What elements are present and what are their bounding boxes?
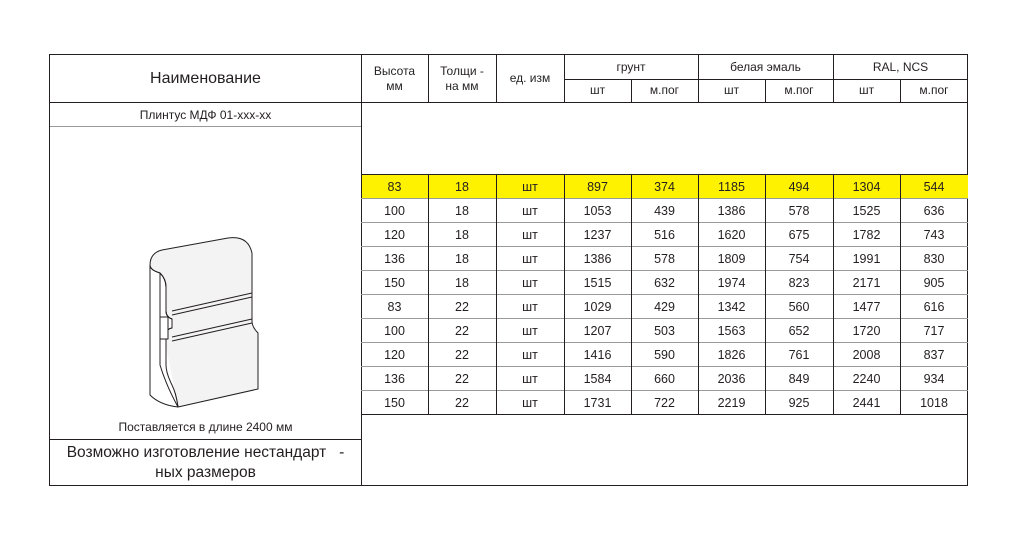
- length-note: Поставляется в длине 2400 мм: [118, 419, 293, 434]
- sub-enamel-m: м.пог: [784, 83, 814, 97]
- cell-ral-m: 1018: [920, 395, 948, 410]
- cell-primer-pcs: 1029: [583, 299, 612, 314]
- cell-enamel-m: 652: [788, 323, 810, 338]
- header-name: Наименование: [150, 69, 261, 87]
- cell-thickness: 22: [455, 371, 469, 386]
- cell-thickness: 18: [455, 179, 469, 194]
- header-thickness-line2: на мм: [445, 78, 479, 93]
- cell-enamel-m: 925: [788, 395, 810, 410]
- custom-sizes-line1: Возможно изготовление нестандарт -: [66, 444, 345, 461]
- cell-enamel-pcs: 1342: [717, 299, 746, 314]
- cell-unit: шт: [522, 227, 538, 242]
- cell-ral-pcs: 1304: [852, 179, 881, 194]
- cell-primer-m: 660: [654, 371, 675, 386]
- cell-enamel-m: 849: [788, 371, 810, 386]
- cell-thickness: 22: [455, 347, 469, 362]
- cell-primer-m: 590: [654, 347, 675, 362]
- cell-primer-pcs: 1053: [583, 203, 612, 218]
- cell-primer-m: 578: [654, 251, 675, 266]
- cell-enamel-m: 494: [788, 179, 810, 194]
- cell-primer-m: 439: [654, 203, 675, 218]
- cell-height: 83: [387, 179, 402, 194]
- sub-primer-pcs: шт: [589, 83, 606, 97]
- cell-enamel-pcs: 2036: [717, 371, 746, 386]
- cell-ral-pcs: 1991: [852, 251, 881, 266]
- cell-primer-m: 503: [654, 323, 675, 338]
- cell-unit: шт: [522, 251, 538, 266]
- baseboard-profile-drawing: [130, 225, 270, 410]
- header-group-enamel: белая эмаль: [730, 59, 801, 74]
- cell-primer-pcs: 1237: [583, 227, 612, 242]
- row-line: [361, 414, 968, 415]
- cell-thickness: 22: [455, 395, 469, 410]
- cell-ral-m: 743: [923, 227, 945, 242]
- cell-ral-m: 616: [923, 299, 945, 314]
- cell-primer-pcs: 1416: [583, 347, 612, 362]
- cell-enamel-m: 761: [788, 347, 810, 362]
- cell-ral-m: 837: [923, 347, 945, 362]
- cell-ral-pcs: 2441: [852, 395, 881, 410]
- product-name-line: [50, 126, 361, 127]
- cell-ral-m: 934: [923, 371, 945, 386]
- cell-ral-m: 636: [923, 203, 945, 218]
- cell-primer-m: 429: [654, 299, 675, 314]
- cell-enamel-m: 560: [788, 299, 810, 314]
- cell-unit: шт: [522, 395, 538, 410]
- cell-height: 83: [387, 299, 402, 314]
- cell-thickness: 22: [455, 299, 469, 314]
- cell-enamel-pcs: 1974: [717, 275, 746, 290]
- cell-ral-pcs: 1477: [852, 299, 881, 314]
- cell-thickness: 18: [455, 251, 469, 266]
- header-thickness: [428, 55, 496, 102]
- cell-ral-pcs: 1720: [852, 323, 881, 338]
- cell-unit: шт: [522, 371, 538, 386]
- cell-height: 136: [384, 251, 405, 266]
- cell-thickness: 18: [455, 227, 469, 242]
- cell-primer-pcs: 1731: [583, 395, 612, 410]
- cell-enamel-m: 823: [788, 275, 810, 290]
- header-group-ral: RAL, NCS: [872, 59, 929, 74]
- cell-enamel-pcs: 1620: [717, 227, 746, 242]
- cell-primer-pcs: 1207: [583, 323, 612, 338]
- cell-unit: шт: [522, 203, 538, 218]
- cell-ral-pcs: 2171: [852, 275, 881, 290]
- cell-height: 100: [384, 203, 405, 218]
- cell-height: 150: [384, 395, 405, 410]
- cell-ral-m: 544: [923, 179, 945, 194]
- header-unit: ед. изм: [509, 71, 551, 85]
- cell-ral-m: 717: [923, 323, 945, 338]
- cell-enamel-m: 754: [788, 251, 810, 266]
- cell-ral-pcs: 2008: [852, 347, 881, 362]
- cell-enamel-pcs: 1563: [717, 323, 746, 338]
- header-thickness-line1: Толщи -: [440, 63, 484, 78]
- cell-ral-pcs: 1525: [852, 203, 881, 218]
- product-name: Плинтус МДФ 01-ххх-хх: [139, 107, 272, 122]
- sub-primer-m: м.пог: [649, 83, 680, 97]
- sub-ral-m: м.пог: [919, 83, 949, 97]
- cell-height: 150: [384, 275, 405, 290]
- header-group-primer: грунт: [616, 59, 646, 74]
- cell-ral-pcs: 2240: [852, 371, 881, 386]
- cell-primer-pcs: 897: [587, 179, 608, 194]
- custom-sizes-line2: ных размеров: [155, 464, 256, 481]
- cell-primer-pcs: 1386: [583, 251, 612, 266]
- cell-ral-pcs: 1782: [852, 227, 881, 242]
- cell-unit: шт: [522, 323, 538, 338]
- cell-enamel-pcs: 1809: [717, 251, 746, 266]
- cell-primer-m: 374: [654, 179, 675, 194]
- cell-thickness: 22: [455, 323, 469, 338]
- cell-enamel-pcs: 1185: [718, 179, 745, 194]
- header-height: Высота мм: [373, 63, 416, 93]
- cell-height: 100: [384, 323, 405, 338]
- cell-ral-m: 905: [923, 275, 945, 290]
- cell-height: 120: [384, 227, 405, 242]
- cell-ral-m: 830: [923, 251, 945, 266]
- cell-primer-m: 722: [654, 395, 675, 410]
- cell-height: 120: [384, 347, 405, 362]
- cell-thickness: 18: [455, 275, 469, 290]
- cell-thickness: 18: [455, 203, 469, 218]
- sub-ral-pcs: шт: [858, 83, 875, 97]
- cell-enamel-m: 675: [788, 227, 810, 242]
- cell-unit: шт: [522, 299, 538, 314]
- cell-primer-m: 516: [654, 227, 675, 242]
- cell-height: 136: [384, 371, 405, 386]
- cell-unit: шт: [522, 179, 538, 194]
- cell-enamel-pcs: 1386: [717, 203, 746, 218]
- cell-enamel-m: 578: [788, 203, 810, 218]
- cell-primer-pcs: 1515: [583, 275, 612, 290]
- cell-enamel-pcs: 1826: [717, 347, 746, 362]
- sub-enamel-pcs: шт: [723, 83, 740, 97]
- cell-enamel-pcs: 2219: [717, 395, 746, 410]
- cell-primer-pcs: 1584: [583, 371, 612, 386]
- cell-unit: шт: [522, 347, 538, 362]
- cell-unit: шт: [522, 275, 538, 290]
- custom-sizes-note: [50, 440, 361, 486]
- cell-primer-m: 632: [654, 275, 675, 290]
